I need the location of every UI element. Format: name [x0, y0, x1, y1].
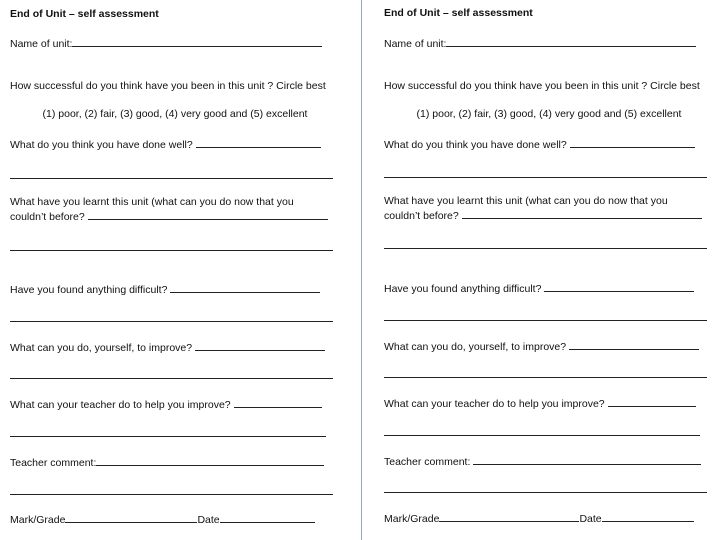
form-title: End of Unit – self assessment [10, 8, 159, 20]
teacher-comment-blank[interactable] [473, 454, 701, 465]
mark-grade-label: Mark/Grade [384, 513, 440, 525]
success-question: How successful do you think have you been in this unit ? Circle best [10, 80, 326, 92]
unit-name-label: Name of unit: [384, 38, 447, 50]
difficult-row [10, 282, 320, 297]
teacher-comment-blank[interactable] [96, 455, 324, 466]
learnt-line1: What have you learnt this unit (what can you do now that you [384, 195, 668, 207]
success-question: How successful do you think have you been in this unit ? Circle best [384, 80, 700, 92]
unit-name-label: Name of unit: [10, 38, 73, 50]
teacher-comment-label: Teacher comment: [10, 457, 97, 469]
improve-self-label: What can you do, yourself, to improve? [384, 341, 567, 353]
improve-self-label: What can you do, yourself, to improve? [10, 342, 193, 354]
answer-line[interactable] [384, 177, 707, 178]
teacher-comment-label: Teacher comment: [384, 456, 471, 468]
difficult-blank[interactable] [544, 281, 694, 292]
date-blank[interactable] [602, 511, 694, 522]
answer-line[interactable] [384, 377, 707, 378]
mark-date-row [10, 512, 315, 527]
answer-line[interactable] [10, 378, 333, 379]
teacher-help-label: What can your teacher do to help you improve? [384, 398, 605, 410]
mark-grade-blank[interactable] [439, 511, 579, 522]
improve-self-row [384, 339, 699, 354]
done-well-row [10, 137, 321, 152]
teacher-comment-row [384, 454, 701, 469]
teacher-help-row [384, 396, 696, 411]
mark-grade-blank[interactable] [65, 512, 197, 523]
unit-name-row [384, 36, 696, 51]
done-well-label: What do you think you have done well? [384, 139, 567, 151]
difficult-label: Have you found anything difficult? [384, 283, 542, 295]
learnt-label: couldn’t before? [10, 211, 85, 223]
improve-self-blank[interactable] [569, 339, 699, 350]
answer-line[interactable] [10, 321, 333, 322]
teacher-help-blank[interactable] [608, 396, 696, 407]
assessment-form-left [10, 0, 350, 540]
learnt-line1: What have you learnt this unit (what can you do now that you [10, 196, 294, 208]
done-well-label: What do you think you have done well? [10, 139, 193, 151]
page-divider [361, 0, 362, 540]
difficult-label: Have you found anything difficult? [10, 284, 168, 296]
assessment-form-right [384, 0, 720, 540]
learnt-row [10, 209, 328, 224]
date-label: Date [579, 513, 602, 525]
teacher-comment-row [10, 455, 324, 470]
difficult-blank[interactable] [170, 282, 320, 293]
date-label: Date [197, 514, 220, 526]
unit-name-row [10, 36, 322, 51]
answer-line[interactable] [384, 248, 707, 249]
answer-line[interactable] [10, 494, 333, 495]
answer-line[interactable] [10, 436, 326, 437]
difficult-row [384, 281, 694, 296]
improve-self-row [10, 340, 325, 355]
answer-line[interactable] [384, 492, 707, 493]
learnt-label: couldn’t before? [384, 210, 459, 222]
mark-grade-label: Mark/Grade [10, 514, 66, 526]
done-well-blank[interactable] [570, 137, 695, 148]
learnt-blank[interactable] [462, 208, 702, 219]
teacher-help-row [10, 397, 322, 412]
unit-name-blank[interactable] [72, 36, 322, 47]
teacher-help-blank[interactable] [234, 397, 322, 408]
rating-scale: (1) poor, (2) fair, (3) good, (4) very good and (5) excellent [416, 108, 682, 120]
improve-self-blank[interactable] [195, 340, 325, 351]
mark-date-row [384, 511, 694, 526]
learnt-row [384, 208, 702, 223]
answer-line[interactable] [10, 250, 333, 251]
answer-line[interactable] [384, 320, 707, 321]
unit-name-blank[interactable] [446, 36, 696, 47]
learnt-blank[interactable] [88, 209, 328, 220]
answer-line[interactable] [384, 435, 700, 436]
done-well-blank[interactable] [196, 137, 321, 148]
rating-scale: (1) poor, (2) fair, (3) good, (4) very good and (5) excellent [42, 108, 308, 120]
answer-line[interactable] [10, 178, 333, 179]
done-well-row [384, 137, 695, 152]
date-blank[interactable] [220, 512, 315, 523]
form-title: End of Unit – self assessment [384, 7, 533, 19]
teacher-help-label: What can your teacher do to help you improve? [10, 399, 231, 411]
